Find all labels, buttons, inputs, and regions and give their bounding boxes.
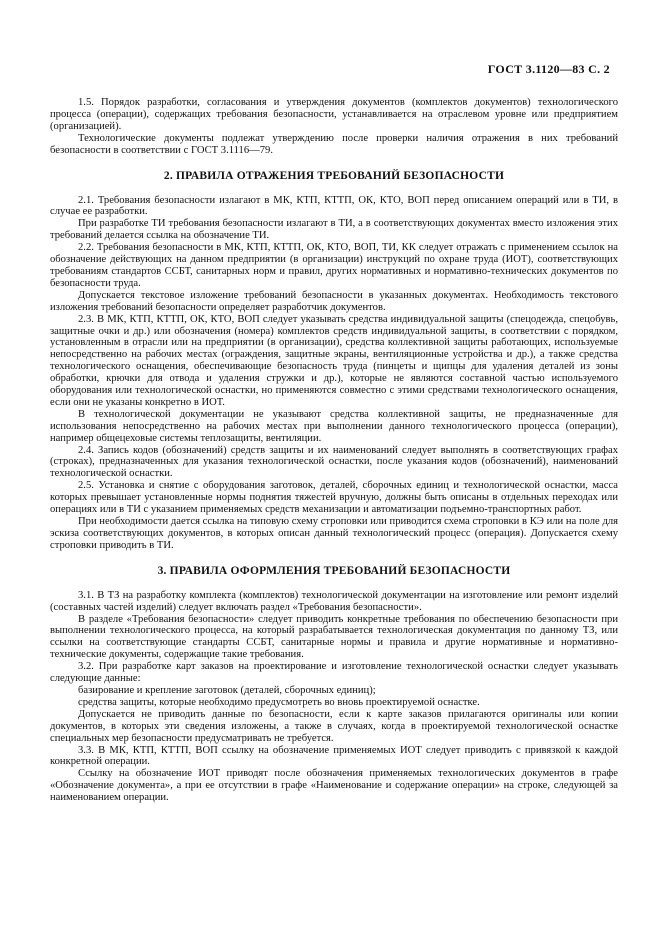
section-3-title: 3. ПРАВИЛА ОФОРМЛЕНИЯ ТРЕБОВАНИЙ БЕЗОПАСНОСТИ bbox=[157, 564, 511, 577]
paragraph-1-5: 1.5. Порядок разработки, согласования и утверждения документов (комплектов документов) технологического процесса (операции), содержащих требования безопасности, устанавливается на отраслевом уровне или предприятием (организацией). bbox=[50, 97, 618, 132]
paragraph-2-2: 2.2. Требования безопасности в МК, КТП, КТТП, ОК, КТО, ВОП, ТИ, КК следует отражать с применением ссылок на обозначение действующих на данном предприятии (в организации) инструкций по охране труда (ИОТ), соответствующих требованиям стандартов ССБТ, санитарных норм и правил, других нормативных и нормативно-технических документов по безопасности труда. bbox=[50, 242, 618, 289]
paragraph-3-2: 3.2. При разработке карт заказов на проектирование и изготовление технологической оснастки следует указывать следующие данные: bbox=[50, 661, 618, 685]
paragraph-2-5-slinging: При необходимости дается ссылка на типовую схему строповки или приводится схема строповки в КЭ или на поле для эскиза соответствующих документов, в которых описан данный технологический процесс (операция). Допускается схему строповки приводить в ТИ. bbox=[50, 516, 618, 551]
paragraph-3-1-section: В разделе «Требования безопасности» следует приводить конкретные требования по обеспечению безопасности при выполнении технологического процесса, на который разрабатывается технологическая документация по данному ТЗ, или ссылки на соответствующие стандарты ССБТ, санитарные нормы и правила и другие нормативные и нормативно-технические документы, содержащие такие требования. bbox=[50, 613, 618, 661]
document-body bbox=[50, 97, 618, 804]
paragraph-2-3: 2.3. В МК, КТП, КТТП, ОК, КТО, ВОП следует указывать средства индивидуальной защиты (спецодежда, спецобувь, защитные очки и др.) или обозначения (номера) комплектов средств индивидуальной защиты, в соответствии с порядком, установленным в отрасли или на предприятии (в организации), средства коллективной защиты работающих, используемые непосредственно на рабочих местах (ограждения, защитные экраны, вентиляционные устройства и др.), а также средства технологического оснащения, обеспечивающие безопасность труда (пинцеты и щипцы для удаления деталей из зоны обработки, крючки для отвода и удаления стружки и др.), которые не являются составной частью используемого оборудования или технологической оснастки, но применяются совместно с этими средствами технологического оснащения, если они не указаны конкретно в ИОТ. bbox=[50, 313, 618, 408]
paragraph-2-1: 2.1. Требования безопасности излагают в МК, КТП, КТТП, ОК, КТО, ВОП перед описанием операций или в ТИ, в случае ее разработки. bbox=[50, 194, 618, 218]
paragraph-2-3-collective: В технологической документации не указывают средства коллективной защиты, не предназначенные для использования непосредственно на рабочих местах при выполнении данного технологического процесса (операции), например общецеховые системы теплозащиты, вентиляции. bbox=[50, 408, 618, 444]
paragraph-2-5: 2.5. Установка и снятие с оборудования заготовок, деталей, сборочных единиц и технологической оснастки, масса которых превышает установленные нормы поднятия тяжестей вручную, должны быть описаны в отдельных переходах или операциях или в ТИ с указанием применяемых средств механизации и автоматизации подъемно-транспортных работ. bbox=[50, 480, 618, 516]
paragraph-3-3-reference: Ссылку на обозначение ИОТ приводят после обозначения применяемых технологических документов в графе «Обозначение документа», а при ее отсутствии в графе «Наименование и содержание операции» на строке, следующей за наименованием операции. bbox=[50, 768, 618, 804]
paragraph-3-3: 3.3. В МК, КТП, КТТП, ВОП ссылку на обозначение применяемых ИОТ следует приводить с привязкой к каждой конкретной операции. bbox=[50, 744, 618, 768]
paragraph-2-1-ti: При разработке ТИ требования безопасности излагают в ТИ, а в соответствующих документах вместо изложения этих требований делается ссылка на обозначение ТИ. bbox=[50, 218, 618, 242]
list-item-protection: средства защиты, которые необходимо предусмотреть во вновь проектируемой оснастке. bbox=[78, 696, 480, 708]
paragraph-2-2-text: Допускается текстовое изложение требований безопасности в указанных документах. Необходимость текстового изложения требований безопасности определяет разработчик документов. bbox=[50, 289, 618, 313]
section-2-title: 2. ПРАВИЛА ОТРАЖЕНИЯ ТРЕБОВАНИЙ БЕЗОПАСНОСТИ bbox=[163, 169, 505, 182]
paragraph-2-4: 2.4. Запись кодов (обозначений) средств защиты и их наименований следует выполнять в соответствующих графах (строках), предназначенных для указания технологической оснастки, после указания кодов (обозначений), наименований технологической оснастки. bbox=[50, 444, 618, 480]
list-item-basing: базирование и крепление заготовок (деталей, сборочных единиц); bbox=[78, 684, 376, 696]
paragraph-3-1: 3.1. В ТЗ на разработку комплекта (комплектов) технологической документации на изготовление или ремонт изделий (составных частей изделий) следует включать раздел «Требования безопасности». bbox=[50, 589, 618, 613]
page-header: ГОСТ 3.1120—83 С. 2 bbox=[487, 62, 610, 76]
paragraph-3-2-allowed: Допускается не приводить данные по безопасности, если к карте заказов прилагаются оригиналы или копии документов, в которых эти сведения изложены, а также в случаях, когда в проектируемой технологической оснастке специальных мер безопасности предусматривать не требуется. bbox=[50, 708, 618, 744]
paragraph-approval: Технологические документы подлежат утверждению после проверки наличия отражения в них требований безопасности в соответствии с ГОСТ 3.1116—79. bbox=[50, 132, 618, 156]
